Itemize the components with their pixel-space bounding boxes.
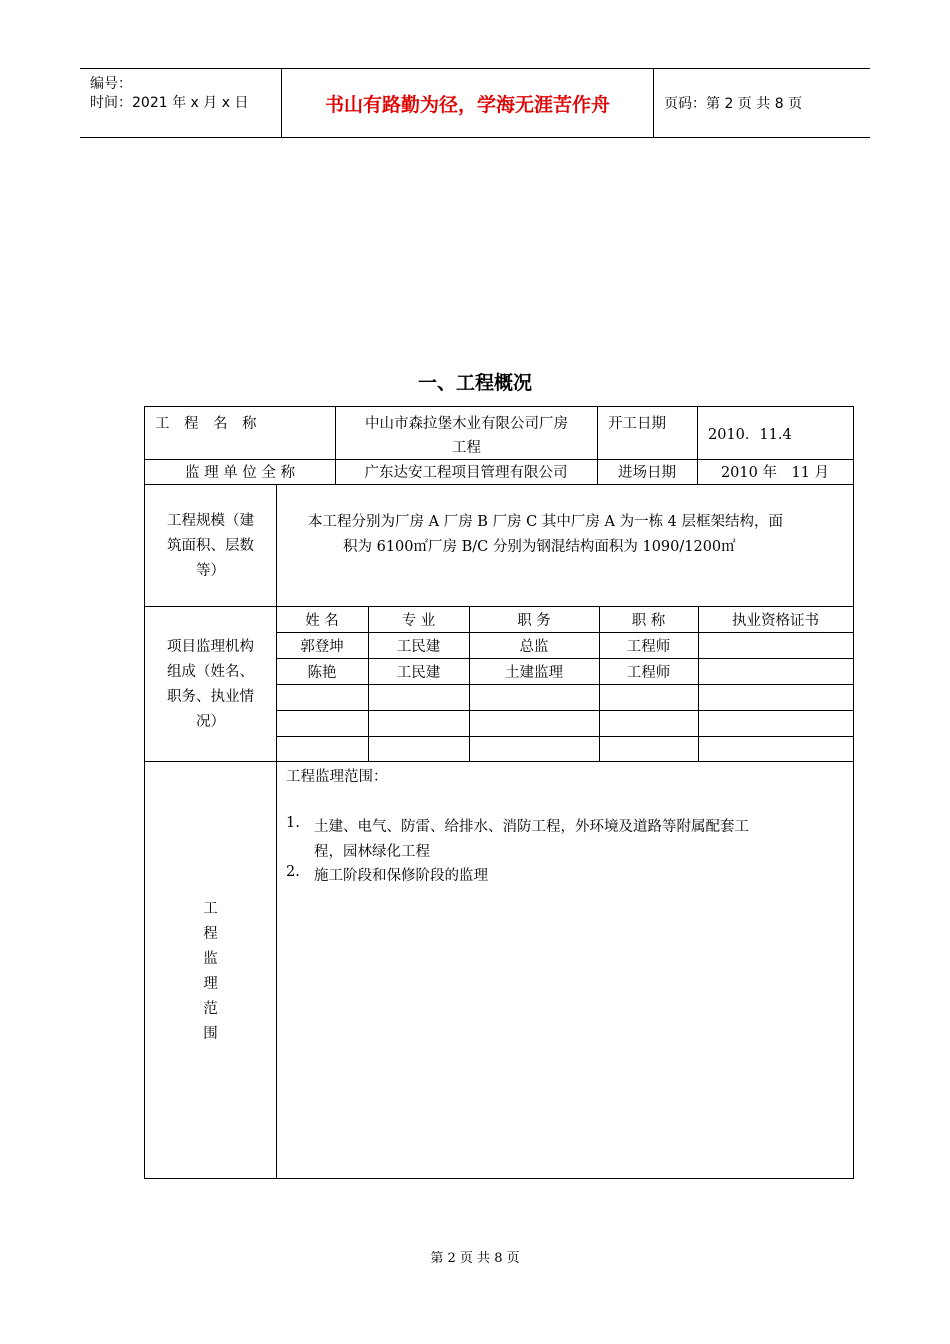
scope-label-char: 理 — [203, 976, 218, 992]
page-header — [80, 68, 870, 138]
org-label-line1: 项目监理机构 — [167, 639, 254, 655]
scope-heading: 工程监理范围： — [286, 769, 388, 785]
scale-label-line1: 工程规模（建 — [167, 513, 254, 529]
table-cell: 工程师 — [626, 664, 671, 681]
scope-item-2: 施工阶段和保修阶段的监理 — [314, 868, 488, 884]
header-page-info: 页码：第 2 页 共 8 页 — [664, 96, 803, 112]
scope-item-1 — [314, 815, 749, 865]
scope-label-char: 范 — [203, 1001, 218, 1017]
org-label-line4: 况） — [196, 714, 225, 730]
table-cell: 工民建 — [396, 664, 441, 681]
org-label — [145, 635, 276, 735]
scope-label-char: 工 — [203, 901, 218, 917]
table-cell: 工民建 — [396, 638, 441, 655]
supervisor-value: 广东达安工程项目管理有限公司 — [364, 465, 568, 481]
scale-value-line1: 本工程分别为厂房 A 厂房 B 厂房 C 其中厂房 A 为一栋 4 层框架结构，面 — [308, 514, 784, 530]
header-meta — [80, 69, 282, 137]
scope-item-1-number: 1. — [286, 815, 300, 831]
scope-label-char: 围 — [203, 1026, 218, 1042]
scale-value — [308, 510, 783, 560]
project-name-value — [336, 412, 597, 460]
scope-item-2-number: 2. — [286, 864, 300, 880]
table-cell: 总监 — [519, 638, 549, 655]
scope-label-char: 监 — [203, 951, 218, 967]
scale-label-line3: 等） — [196, 563, 225, 579]
org-label-line2: 组成（姓名、 — [167, 664, 254, 680]
doc-time-label: 时间：2021 年 x 月 x 日 — [90, 95, 249, 111]
entry-date-label: 进场日期 — [618, 465, 676, 481]
entry-date-value: 2010 年 11 月 — [720, 465, 830, 481]
scale-label — [145, 509, 276, 584]
scope-label — [145, 897, 276, 1047]
table-cell — [698, 632, 853, 658]
org-header-position: 职 务 — [517, 612, 551, 629]
table-cell — [698, 658, 853, 684]
scope-label-char: 程 — [203, 926, 218, 942]
table-cell: 工程师 — [626, 638, 671, 655]
scale-label-line2: 筑面积、层数 — [167, 538, 254, 554]
org-header-major: 专 业 — [401, 612, 436, 629]
scope-item-1-line2: 程，园林绿化工程 — [314, 844, 430, 860]
project-overview-table — [144, 406, 854, 1179]
org-header-name: 姓 名 — [305, 612, 339, 629]
table-cell: 陈艳 — [307, 664, 337, 681]
section-title: 一、工程概况 — [417, 372, 532, 394]
page-footer: 第 2 页 共 8 页 — [430, 1251, 520, 1266]
start-date-label: 开工日期 — [608, 416, 666, 432]
org-header-title: 职 称 — [631, 612, 666, 629]
org-label-line3: 职务、执业情 — [167, 689, 254, 705]
table-cell: 郭登坤 — [300, 638, 344, 655]
project-name-label: 工 程 名 称 — [155, 416, 257, 432]
project-name-line2: 工程 — [452, 440, 481, 456]
scale-value-line2: 积为 6100㎡厂房 B/C 分别为钢混结构面积为 1090/1200㎡ — [343, 539, 736, 555]
scope-item-1-line1: 土建、电气、防雷、给排水、消防工程，外环境及道路等附属配套工 — [314, 819, 749, 835]
project-name-line1: 中山市森拉堡木业有限公司厂房 — [365, 416, 568, 432]
org-header-certificate: 执业资格证书 — [732, 612, 819, 629]
doc-number-label: 编号： — [90, 76, 132, 92]
header-motto: 书山有路勤为径，学海无涯苦作舟 — [282, 69, 654, 137]
table-cell: 土建监理 — [505, 664, 563, 681]
supervisor-label: 监 理 单 位 全 称 — [184, 465, 296, 481]
start-date-value: 2010．11.4 — [708, 426, 792, 443]
